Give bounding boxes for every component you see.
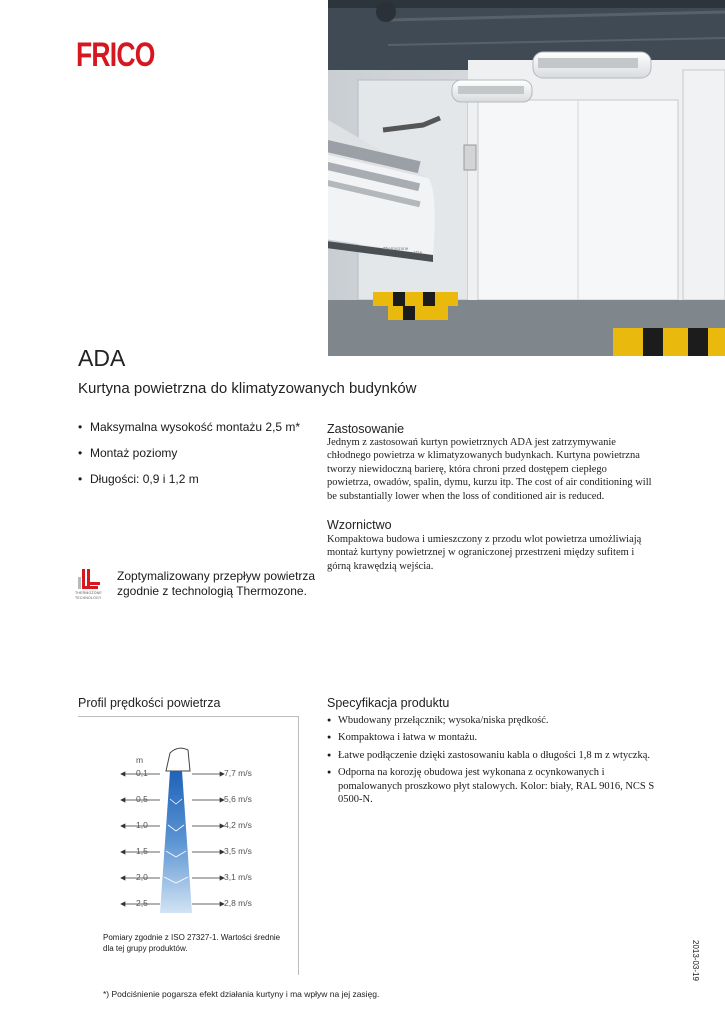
thermozone-badge-text-1: THERMOZONE xyxy=(75,591,102,595)
feature-item xyxy=(78,420,318,446)
profile-heading: Profil prędkości powietrza xyxy=(78,696,221,710)
application-line: be substantially lower when the loss of conditioned air is reduced. xyxy=(327,490,605,502)
feature-text: Montaż poziomy xyxy=(90,446,178,460)
thermozone-text-line: zgodnie z technologią Thermozone. xyxy=(117,584,307,598)
product-photo-illustration xyxy=(328,0,725,356)
design-line: górną krawędzią wejścia. xyxy=(327,560,434,572)
specification-item: ● Wbudowany przełącznik; wysoka/niska prędkość. xyxy=(327,714,657,727)
profile-height-label: 1,5 xyxy=(136,846,148,856)
design-line: montaż kurtyny powietrznej w ograniczonej przestrzeni między sufitem i xyxy=(327,547,635,559)
thermozone-text xyxy=(117,569,315,599)
profile-speed-label: 7,7 m/s xyxy=(224,768,252,778)
profile-unit-label: m xyxy=(136,755,144,765)
profile-height-label: 2,5 xyxy=(136,898,148,908)
specification-item: ● Łatwe podłączenie dzięki zastosowaniu kabla o długości 1,8 m z wtyczką. xyxy=(327,749,657,762)
profile-speed-label: 2,8 m/s xyxy=(224,898,252,908)
thermozone-text-line: Zoptymalizowany przepływ powietrza xyxy=(117,569,316,583)
profile-height-label: 0,1 xyxy=(136,768,148,778)
profile-speed-label: 3,1 m/s xyxy=(224,872,252,882)
profile-speed-label: 4,2 m/s xyxy=(224,820,252,830)
velocity-profile-diagram xyxy=(100,745,290,915)
profile-note-line: Pomiary zgodnie z ISO 27327-1. Wartości średnie xyxy=(103,933,281,942)
profile-speed-label: 3,5 m/s xyxy=(224,846,252,856)
product-photo xyxy=(328,0,725,356)
thermozone-badge-text-2: TECHNOLOGY xyxy=(75,596,102,600)
design-heading: Wzornictwo xyxy=(327,518,392,532)
feature-item xyxy=(78,472,318,498)
specification-heading: Specyfikacja produktu xyxy=(327,696,450,710)
unit-brand-text: Thermozone xyxy=(383,246,409,251)
profile-note xyxy=(103,932,293,954)
specification-item: ● Odporna na korozję obudowa jest wykonana z ocynkowanych i pomalowanych proszkowo płyt stalowych. Kolor: biały, RAL 9016, NCS S 0500-N. xyxy=(327,766,657,806)
thermozone-badge xyxy=(77,569,103,601)
feature-text: Długości: 0,9 i 1,2 m xyxy=(90,472,199,486)
profile-height-label: 1,0 xyxy=(136,820,148,830)
application-heading: Zastosowanie xyxy=(327,422,405,436)
specification-item: ● Kompaktowa i łatwa w montażu. xyxy=(327,731,657,744)
feature-item xyxy=(78,446,318,472)
design-text xyxy=(327,533,657,573)
footnote: *) Podciśnienie pogarsza efekt działania kurtyny i ma wpływ na jej zasięg. xyxy=(103,989,380,999)
profile-height-label: 2,0 xyxy=(136,872,148,882)
profile-height-label: 0,5 xyxy=(136,794,148,804)
frico-logo: FRICO xyxy=(76,36,155,74)
design-line: Kompaktowa budowa i umieszczony z przodu wlot powietrza umożliwiają xyxy=(327,534,642,545)
profile-speed-label: 5,6 m/s xyxy=(224,794,252,804)
feature-list xyxy=(78,420,318,498)
document-date: 2013-03-19 xyxy=(691,940,700,981)
velocity-profile-graphic xyxy=(100,745,290,915)
application-line: tworzy niewidoczną barierę, która chroni przed dostępem ciepłego xyxy=(327,463,607,475)
application-text xyxy=(327,436,657,503)
application-line: chłodnego powietrza w klimatyzowanych budynkach. Kurtyna powietrzna xyxy=(327,450,640,462)
product-title: ADA xyxy=(78,345,126,371)
application-line: powietrza, owadów, spalin, dymu, kurzu itp. The cost of air conditioning will xyxy=(327,477,652,489)
profile-note-line: dla tej grupy produktów. xyxy=(103,944,188,953)
application-line: Jednym z zastosowań kurtyn powietrznych ADA jest zatrzymywanie xyxy=(327,437,616,448)
feature-text: Maksymalna wysokość montażu 2,5 m* xyxy=(90,420,301,434)
specification-list xyxy=(327,714,657,810)
product-subtitle: Kurtyna powietrzna do klimatyzowanych budynków xyxy=(78,380,417,397)
unit-model-text: ADA xyxy=(413,250,423,255)
